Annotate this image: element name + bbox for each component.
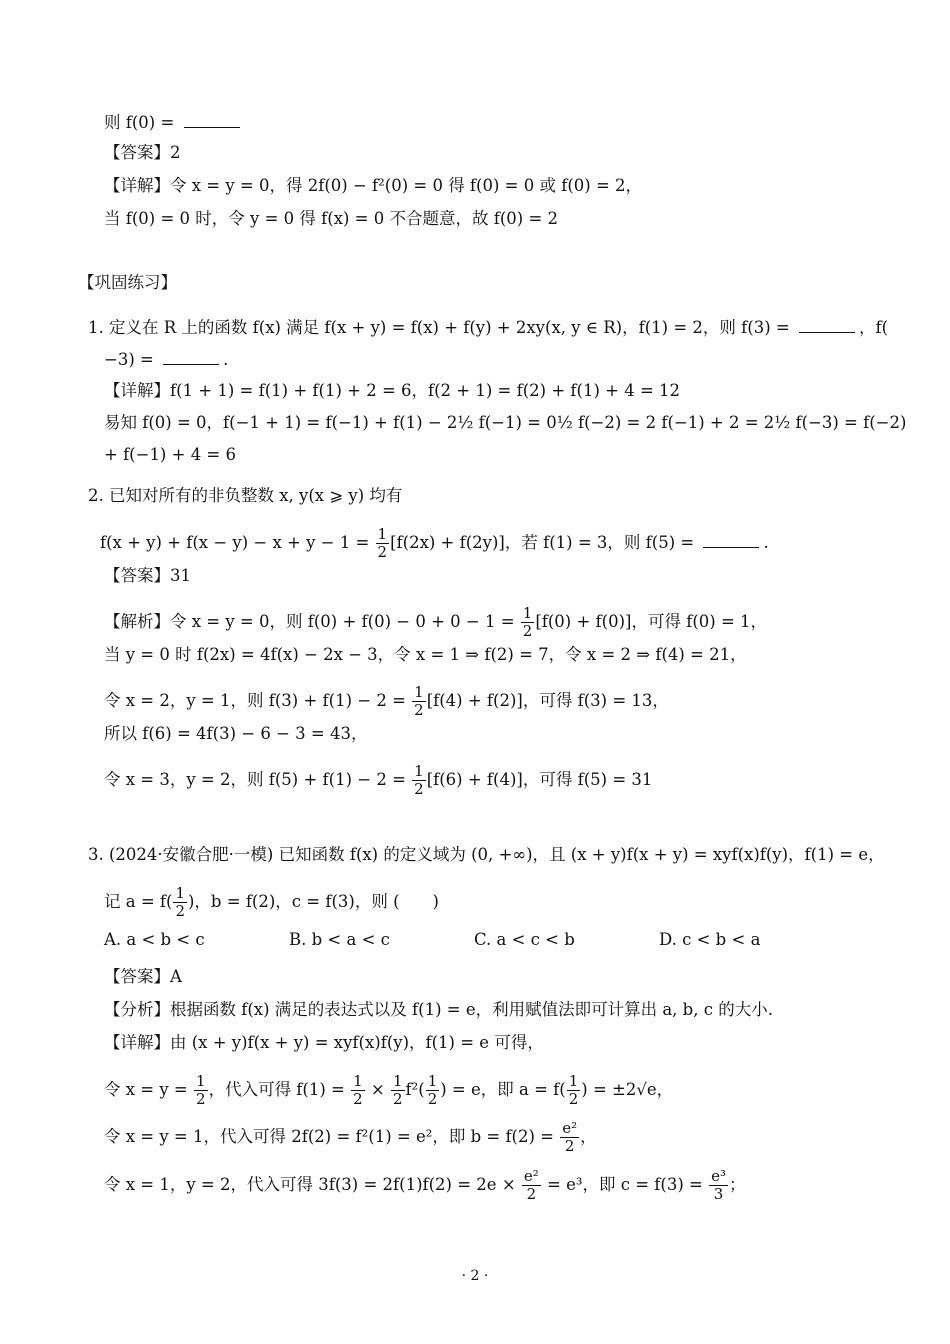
text-line bbox=[88, 486, 402, 506]
fraction bbox=[391, 1073, 405, 1108]
text-segment: 【详解】由 (x + y)f(x + y) = xyf(x)f(y)，f(1) = e 可得， bbox=[104, 1033, 544, 1052]
answer-blank bbox=[163, 350, 219, 365]
text-line bbox=[104, 967, 182, 987]
text-segment: 【解析】令 x = y = 0，则 f(0) + f(0) − 0 + 0 − 1 = bbox=[104, 612, 520, 631]
text-line bbox=[104, 1120, 597, 1155]
answer-blank bbox=[184, 113, 240, 128]
text-segment: 则 f(0) = bbox=[104, 113, 180, 132]
fraction-denominator: 2 bbox=[564, 1137, 575, 1155]
fraction bbox=[376, 526, 390, 561]
choice-option: A. a < b < c bbox=[104, 930, 205, 949]
fraction-numerator: 1 bbox=[414, 762, 424, 780]
text-line bbox=[104, 684, 669, 719]
text-line bbox=[104, 113, 244, 133]
text-segment: 【详解】f(1 + 1) = f(1) + f(1) + 2 = 6，f(2 + 1) = f(2) + f(1) + 4 = 12 bbox=[104, 381, 681, 400]
choice-option: D. c < b < a bbox=[659, 930, 761, 949]
text-segment: 当 y = 0 时 f(2x) = 4f(x) − 2x − 3，令 x = 1 ⇒ f(2) = 7，令 x = 2 ⇒ f(4) = 21， bbox=[104, 645, 747, 664]
fraction-numerator: 1 bbox=[377, 525, 388, 543]
choice-option: B. b < a < c bbox=[289, 930, 390, 949]
choice-option: C. a < c < b bbox=[474, 930, 575, 949]
text-segment: 1. 定义在 R 上的函数 f(x) 满足 f(x + y) = f(x) + f(y) + 2xy(x, y ∈ R)，f(1) = 2，则 f(3) = bbox=[88, 318, 795, 337]
text-line bbox=[100, 526, 769, 561]
text-segment: [f(4) + f(2)]，可得 f(3) = 13， bbox=[426, 691, 669, 710]
text-segment: = e³，即 c = f(3) = bbox=[541, 1175, 709, 1194]
text-segment: × bbox=[365, 1080, 390, 1099]
fraction-denominator: 2 bbox=[526, 1185, 537, 1203]
text-segment: 令 x = 2，y = 1，则 f(3) + f(1) − 2 = bbox=[104, 691, 412, 710]
fraction-denominator: 2 bbox=[377, 543, 388, 561]
fraction-numerator: 1 bbox=[175, 884, 185, 902]
fraction-denominator: 2 bbox=[568, 1090, 579, 1108]
text-segment: 3. (2024·安徽合肥·一模) 已知函数 f(x) 的定义域为 (0, +∞)，且 (x + y)f(x + y) = xyf(x)f(y)，f(1) = e， bbox=[88, 845, 885, 864]
fraction bbox=[194, 1073, 208, 1108]
text-line bbox=[104, 209, 558, 229]
text-segment: 记 a = f( bbox=[104, 892, 173, 911]
text-segment: 令 x = 3，y = 2，则 f(5) + f(1) − 2 = bbox=[104, 770, 412, 789]
text-segment: −3) = bbox=[104, 350, 160, 369]
fraction-numerator: e² bbox=[562, 1119, 578, 1137]
text-line bbox=[104, 930, 844, 950]
text-line bbox=[104, 143, 181, 163]
text-line bbox=[104, 350, 228, 370]
text-line bbox=[104, 605, 767, 640]
fraction-denominator: 2 bbox=[414, 780, 424, 798]
text-segment: )，b = f(2)，c = f(3)，则 ( ) bbox=[188, 892, 439, 911]
fraction-denominator: 2 bbox=[392, 1090, 403, 1108]
text-segment: [f(0) + f(0)]，可得 f(0) = 1， bbox=[535, 612, 768, 631]
text-segment: f(x + y) + f(x − y) − x + y − 1 = bbox=[100, 533, 375, 552]
fraction bbox=[426, 1073, 440, 1108]
answer-blank bbox=[799, 318, 855, 333]
fraction bbox=[560, 1120, 579, 1155]
fraction bbox=[173, 885, 187, 920]
text-segment: 【巩固练习】 bbox=[78, 273, 177, 292]
fraction-denominator: 2 bbox=[522, 622, 533, 640]
text-line bbox=[104, 445, 236, 465]
fraction bbox=[567, 1073, 581, 1108]
text-segment: 【答案】A bbox=[104, 967, 182, 986]
fraction-numerator: e³ bbox=[711, 1167, 726, 1185]
text-line bbox=[104, 1033, 544, 1053]
fraction-denominator: 2 bbox=[353, 1090, 363, 1108]
text-line bbox=[78, 273, 177, 293]
text-segment: 令 x = 1，y = 2，代入可得 3f(3) = 2f(1)f(2) = 2e × bbox=[104, 1175, 521, 1194]
text-line bbox=[104, 1000, 773, 1020]
text-segment: [f(2x) + f(2y)]，若 f(1) = 3，则 f(5) = bbox=[390, 533, 700, 552]
fraction bbox=[522, 1168, 541, 1203]
text-segment: . bbox=[763, 533, 769, 552]
fraction-numerator: 1 bbox=[522, 604, 533, 622]
text-line bbox=[104, 413, 906, 433]
text-segment: ) = ±2√e， bbox=[581, 1080, 674, 1099]
fraction-numerator: e² bbox=[523, 1167, 539, 1185]
text-segment: 令 x = y = 1，代入可得 2f(2) = f²(1) = e²，即 b = f(2) = bbox=[104, 1127, 560, 1146]
text-segment: 【分析】根据函数 f(x) 满足的表达式以及 f(1) = e，利用赋值法即可计算出 a, b, c 的大小. bbox=[104, 1000, 773, 1019]
fraction bbox=[412, 763, 426, 798]
fraction-denominator: 2 bbox=[414, 701, 424, 719]
text-segment: 易知 f(0) = 0，f(−1 + 1) = f(−1) + f(1) − 2½ f(−1) = 0½ f(−2) = 2 f(−1) + 2 = 2½ f(−3) = f(−2) bbox=[104, 413, 907, 432]
fraction bbox=[412, 684, 426, 719]
text-line bbox=[104, 176, 642, 196]
fraction-numerator: 1 bbox=[414, 683, 424, 701]
text-segment: f²( bbox=[405, 1080, 425, 1099]
fraction bbox=[351, 1073, 365, 1108]
fraction-denominator: 2 bbox=[196, 1090, 206, 1108]
text-segment: 所以 f(6) = 4f(3) − 6 − 3 = 43， bbox=[104, 724, 368, 743]
text-segment: . bbox=[223, 350, 229, 369]
fraction-numerator: 1 bbox=[392, 1072, 403, 1090]
text-segment: + f(−1) + 4 = 6 bbox=[104, 445, 236, 464]
text-segment: ，f( bbox=[858, 318, 889, 337]
answer-blank bbox=[703, 533, 759, 548]
text-line bbox=[104, 724, 367, 744]
text-line bbox=[104, 1073, 673, 1108]
text-line bbox=[104, 1168, 745, 1203]
text-segment: [f(6) + f(4)]，可得 f(5) = 31 bbox=[426, 770, 653, 789]
text-line bbox=[104, 566, 191, 586]
text-segment: ； bbox=[728, 1175, 746, 1194]
text-segment: 2. 已知对所有的非负整数 x, y(x ⩾ y) 均有 bbox=[88, 486, 403, 505]
fraction-denominator: 3 bbox=[713, 1185, 724, 1203]
text-line bbox=[104, 381, 680, 401]
text-line bbox=[88, 845, 885, 865]
page-number: · 2 · bbox=[461, 1268, 489, 1284]
text-segment: 【答案】31 bbox=[104, 566, 191, 585]
fraction-numerator: 1 bbox=[427, 1072, 438, 1090]
fraction-denominator: 2 bbox=[427, 1090, 438, 1108]
fraction bbox=[521, 605, 535, 640]
text-segment: ， bbox=[580, 1127, 597, 1146]
text-line bbox=[104, 885, 439, 920]
text-line bbox=[88, 318, 888, 338]
text-segment: ) = e，即 a = f( bbox=[440, 1080, 566, 1099]
fraction-denominator: 2 bbox=[175, 902, 185, 920]
fraction-numerator: 1 bbox=[353, 1072, 363, 1090]
text-line bbox=[104, 645, 747, 665]
fraction bbox=[709, 1168, 728, 1203]
text-line bbox=[104, 763, 652, 798]
fraction-numerator: 1 bbox=[568, 1072, 579, 1090]
fraction-numerator: 1 bbox=[196, 1072, 206, 1090]
text-segment: 当 f(0) = 0 时，令 y = 0 得 f(x) = 0 不合题意，故 f(0) = 2 bbox=[104, 209, 559, 228]
text-segment: 令 x = y = bbox=[104, 1080, 194, 1099]
text-segment: 【详解】令 x = y = 0，得 2f(0) − f²(0) = 0 得 f(0) = 0 或 f(0) = 2， bbox=[104, 176, 643, 195]
text-segment: ，代入可得 f(1) = bbox=[208, 1080, 351, 1099]
text-segment: 【答案】2 bbox=[104, 143, 181, 162]
